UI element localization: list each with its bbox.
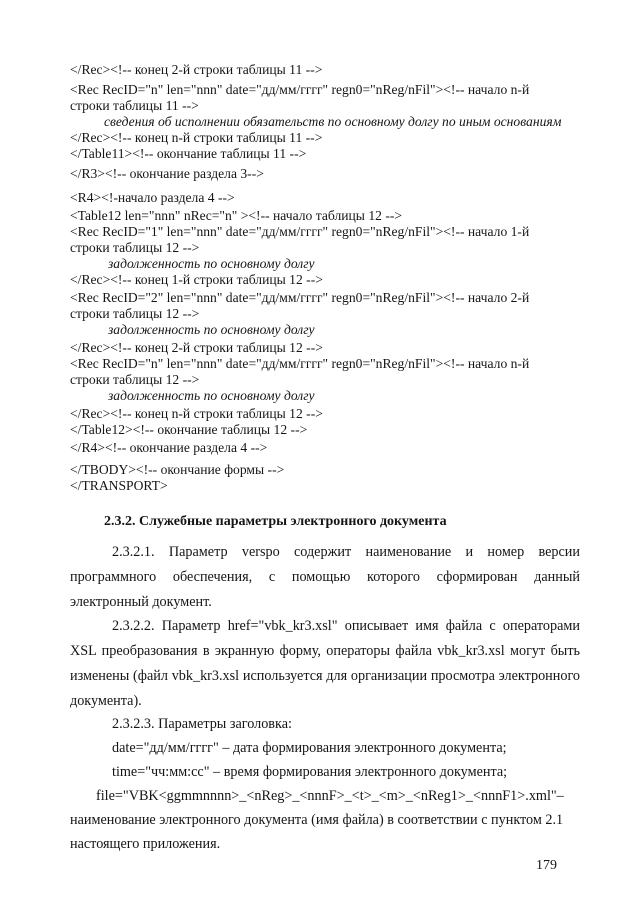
code-line: <Rec RecID="n" len="nnn" date="дд/мм/гггг" regn0="nReg/nFil"><!-- начало n-й [70, 356, 530, 371]
code-line: </R3><!-- окончание раздела 3--> [70, 166, 264, 181]
param-file: file="VBK<ggmmnnnn>_<nReg>_<nnnF>_<t>_<m>_<nReg1>_<nnnF1>.xml"– [96, 788, 564, 804]
code-line: строки таблицы 12 --> [70, 372, 200, 387]
code-line: <Rec RecID="2" len="nnn" date="дд/мм/гггг" regn0="nReg/nFil"><!-- начало 2-й [70, 290, 530, 305]
param-file-continuation: наименование электронного документа (имя файла) в соответствии с пунктом 2.1 [70, 812, 564, 828]
code-line: </Rec><!-- конец 2-й строки таблицы 11 --> [70, 62, 323, 77]
code-line: </Rec><!-- конец 2-й строки таблицы 12 --> [70, 340, 323, 355]
code-line: </Rec><!-- конец 1-й строки таблицы 12 --> [70, 272, 323, 287]
param-file-continuation-2: настоящего приложения. [70, 836, 221, 852]
code-line: строки таблицы 11 --> [70, 98, 199, 113]
page-number: 179 [536, 858, 557, 873]
code-line: </TRANSPORT> [70, 478, 168, 493]
code-description-line: задолженность по основному долгу [108, 322, 315, 337]
section-heading: 2.3.2. Служебные параметры электронного документа [104, 514, 447, 529]
code-description-line: задолженность по основному долгу [108, 388, 315, 403]
param-time: time="чч:мм:сс" – время формирования электронного документа; [112, 764, 508, 780]
param-date: date="дд/мм/гггг" – дата формирования электронного документа; [112, 740, 507, 756]
code-line: <Table12 len="nnn" nRec="n" ><!-- начало таблицы 12 --> [70, 208, 403, 223]
paragraph-2-3-2-2: 2.3.2.2. Параметр href="vbk_kr3.xsl" описывает имя файла с операторами XSL преобразования в экранную форму, операторы файла vbk_kr3.xsl могут быть изменены (файл vbk_kr3.xsl используется для организации просмотра электронного документа). [70, 618, 580, 709]
code-line: строки таблицы 12 --> [70, 306, 200, 321]
code-line: <Rec RecID="n" len="nnn" date="дд/мм/гггг" regn0="nReg/nFil"><!-- начало n-й [70, 82, 530, 97]
code-line: </Rec><!-- конец n-й строки таблицы 12 --> [70, 406, 323, 421]
code-line: строки таблицы 12 --> [70, 240, 200, 255]
paragraph-2-3-2-1: 2.3.2.1. Параметр versро содержит наименование и номер версии программного обеспечения, с помощью которого сформирован данный электронный документ. [70, 544, 580, 610]
code-line: </R4><!-- окончание раздела 4 --> [70, 440, 268, 455]
code-line: </Table12><!-- окончание таблицы 12 --> [70, 422, 308, 437]
code-line: <R4><!-начало раздела 4 --> [70, 190, 235, 205]
header-params-title: 2.3.2.3. Параметры заголовка: [112, 716, 292, 732]
code-line: </Rec><!-- конец n-й строки таблицы 11 --> [70, 130, 323, 145]
code-line: </Table11><!-- окончание таблицы 11 --> [70, 146, 307, 161]
code-line: <Rec RecID="1" len="nnn" date="дд/мм/гггг" regn0="nReg/nFil"><!-- начало 1-й [70, 224, 530, 239]
code-line: </TBODY><!-- окончание формы --> [70, 462, 285, 477]
code-description-line: сведения об исполнении обязательств по основному долгу по иным основаниям [104, 114, 562, 129]
code-description-line: задолженность по основному долгу [108, 256, 315, 271]
